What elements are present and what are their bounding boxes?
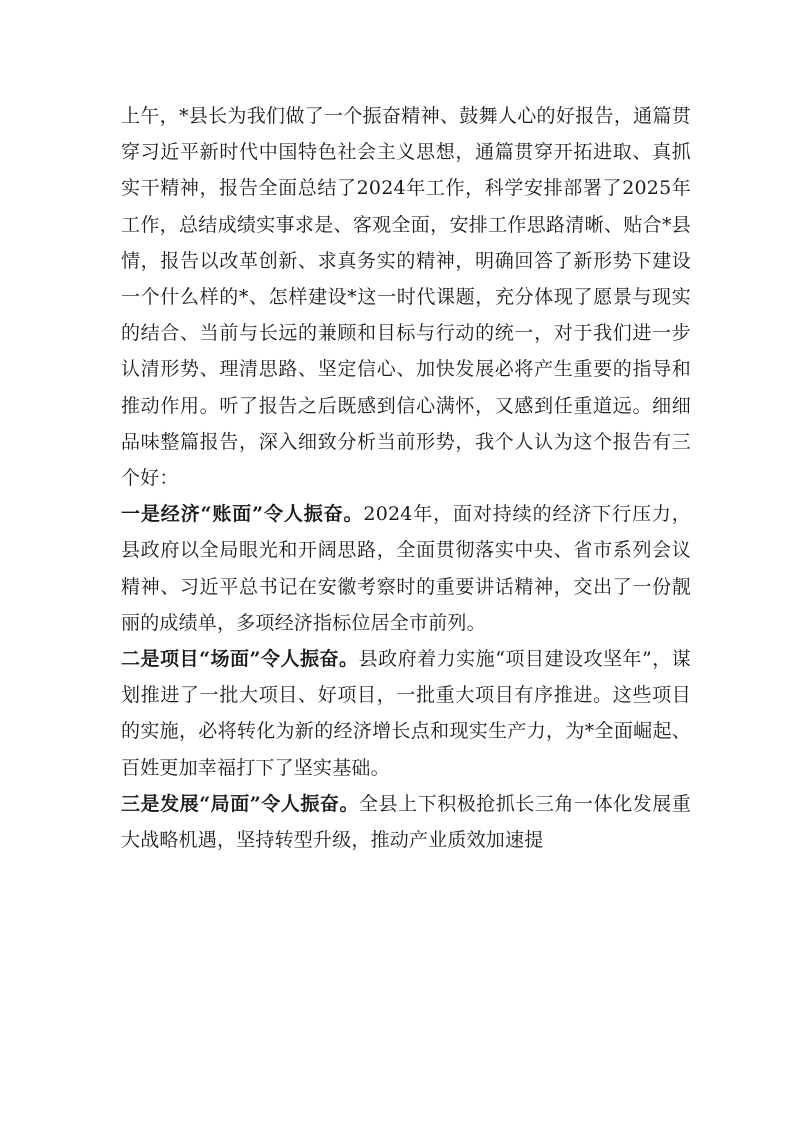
point-paragraph-2 bbox=[121, 641, 691, 786]
intro-paragraph: 上午，*县长为我们做了一个振奋精神、鼓舞人心的好报告，通篇贯穿习近平新时代中国特色社会主义思想，通篇贯穿开拓进取、真抓实干精神，报告全面总结了2024年工作，科学安排部署了2025年工作，总结成绩实事求是、客观全面，安排工作思路清晰、贴合*县情，报告以改革创新、求真务实的精神，明确回答了新形势下建设一个什么样的*、怎样建设*这一时代课题，充分体现了愿景与现实的结合、当前与长远的兼顾和目标与行动的统一，对于我们进一步认清形势、理清思路、坚定信心、加快发展必将产生重要的指导和推动作用。听了报告之后既感到信心满怀，又感到任重道远。细细品味整篇报告，深入细致分析当前形势，我个人认为这个报告有三个好： bbox=[121, 105, 691, 490]
point-paragraph-1 bbox=[121, 496, 691, 641]
point-paragraph-3 bbox=[121, 786, 691, 858]
point-heading-2: 二是项目“场面”令人振奋。 bbox=[121, 648, 359, 671]
point-heading-1: 一是经济“账面”令人振奋。 bbox=[121, 503, 364, 526]
document-body bbox=[121, 98, 691, 858]
point-body-2: 县政府着力实施“项目建设攻坚年”，谋划推进了一批大项目、好项目，一批重大项目有序推进。这些项目的实施，必将转化为新的经济增长点和现实生产力，为*全面崛起、百姓更加幸福打下了坚实基础。 bbox=[121, 648, 691, 779]
point-body-3: 全县上下积极抢抓长三角一体化发展重大战略机遇，坚持转型升级，推动产业质效加速提 bbox=[121, 792, 691, 852]
point-heading-3: 三是发展“局面”令人振奋。 bbox=[121, 792, 359, 815]
point-body-1: 2024年，面对持续的经济下行压力，县政府以全局眼光和开阔思路，全面贯彻落实中央、省市系列会议精神、习近平总书记在安徽考察时的重要讲话精神，交出了一份靓丽的成绩单，多项经济指标位居全市前列。 bbox=[121, 503, 691, 634]
